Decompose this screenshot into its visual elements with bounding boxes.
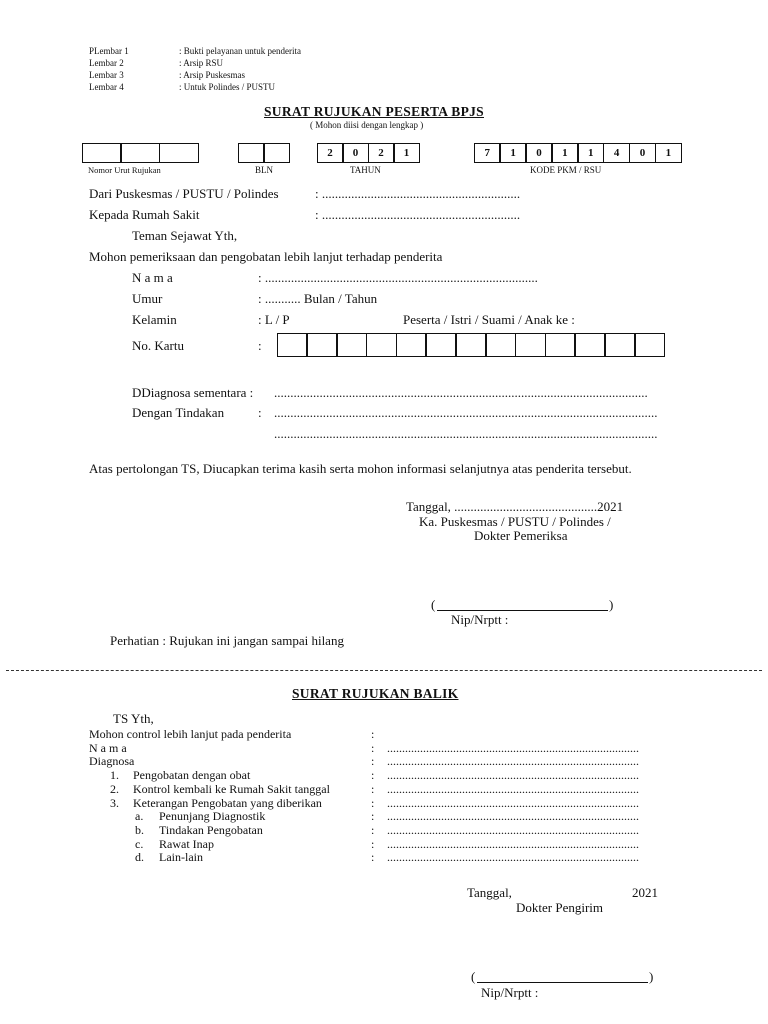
mohon-text: Mohon pemeriksaan dan pengobatan lebih lanjut terhadap penderita	[89, 249, 443, 264]
tahun-digit-box[interactable]: 1	[393, 143, 420, 163]
lembar-desc: : Bukti pelayanan untuk penderita	[179, 46, 301, 56]
nama-label: N a m a	[132, 270, 173, 285]
balik-row-field[interactable]: ....................................................................................	[387, 781, 639, 796]
balik-row-colon: :	[371, 795, 375, 810]
tahun-digit-box[interactable]: 2	[368, 143, 395, 163]
signature-line[interactable]	[437, 610, 608, 611]
nama-field[interactable]: : ....................................................................................	[258, 270, 538, 285]
balik-row-number: c.	[135, 836, 144, 851]
lembar-label: Lembar 2	[89, 58, 124, 68]
balik-row-label: N a m a	[89, 740, 127, 755]
kartu-box[interactable]	[277, 333, 308, 357]
kartu-label: No. Kartu	[132, 338, 184, 353]
kode-pkm-label: KODE PKM / RSU	[530, 165, 602, 175]
kode-digit-box[interactable]: 1	[551, 143, 578, 163]
balik-row-field[interactable]: ....................................................................................	[387, 754, 639, 769]
balik-signature-line[interactable]	[477, 982, 648, 983]
balik-row-field[interactable]: ....................................................................................	[387, 795, 639, 810]
no-kartu-boxes[interactable]	[278, 333, 665, 357]
balik-row-colon: :	[371, 727, 375, 741]
balik-signature-close: )	[649, 969, 654, 984]
nomor-box[interactable]	[159, 143, 199, 163]
tahun-label: TAHUN	[350, 165, 381, 175]
kode-pkm-boxes[interactable]	[475, 143, 682, 163]
kartu-box[interactable]	[515, 333, 546, 357]
kode-digit-box[interactable]: 1	[655, 143, 682, 163]
diagnosa-label: DDiagnosa sementara :	[132, 385, 254, 400]
balik-signature-open: (	[471, 969, 476, 984]
balik-title: SURAT RUJUKAN BALIK	[292, 686, 459, 701]
kartu-box[interactable]	[306, 333, 337, 357]
kode-digit-box[interactable]: 4	[603, 143, 630, 163]
lembar-label: Lembar 4	[89, 82, 124, 92]
signature-close: )	[609, 597, 614, 612]
balik-row-number: 1.	[110, 768, 119, 783]
dokter-pemeriksa-text: Dokter Pemeriksa	[474, 528, 568, 543]
kartu-box[interactable]	[485, 333, 516, 357]
balik-row-colon: :	[371, 809, 375, 824]
diagnosa-field[interactable]: ...................................................................................................................	[274, 385, 648, 400]
balik-row-field[interactable]: ....................................................................................	[387, 822, 639, 837]
kode-digit-box[interactable]: 7	[474, 143, 501, 163]
tanggal-field[interactable]: Tanggal, ............................................2021	[406, 499, 624, 514]
balik-row-number: b.	[135, 822, 144, 837]
kode-digit-box[interactable]: 0	[525, 143, 552, 163]
balik-row-label: Kontrol kembali ke Rumah Sakit tanggal	[133, 781, 330, 796]
kartu-box[interactable]	[425, 333, 456, 357]
kepada-label: Kepada Rumah Sakit	[89, 207, 200, 222]
balik-row-field[interactable]: ....................................................................................	[387, 836, 639, 851]
tindakan-label: Dengan Tindakan	[132, 405, 225, 420]
ka-puskesmas-text: Ka. Puskesmas / PUSTU / Polindes /	[419, 514, 611, 529]
balik-row-number: 2.	[110, 781, 119, 796]
lembar-desc: : Arsip RSU	[179, 58, 224, 68]
balik-row-colon: :	[371, 754, 375, 769]
tahun-boxes[interactable]	[318, 143, 420, 163]
kartu-box[interactable]	[604, 333, 635, 357]
umur-field[interactable]: : ........... Bulan / Tahun	[258, 291, 378, 306]
tindakan-field[interactable]: ......................................................................................................................	[274, 405, 658, 420]
balik-row-colon: :	[371, 768, 375, 783]
lembar-desc: : Arsip Puskesmas	[179, 70, 246, 80]
kepada-field[interactable]: : .............................................................	[315, 207, 521, 222]
tahun-digit-box[interactable]: 2	[317, 143, 344, 163]
balik-row-field[interactable]: ....................................................................................	[387, 768, 639, 783]
kartu-box[interactable]	[366, 333, 397, 357]
kelamin-field[interactable]: : L / P	[258, 312, 290, 327]
balik-row-label: Diagnosa	[89, 754, 135, 769]
nomor-urut-label: Nomor Urut Rujukan	[88, 165, 161, 175]
kartu-box[interactable]	[634, 333, 665, 357]
balik-row-label: Pengobatan dengan obat	[133, 768, 251, 783]
nomor-box[interactable]	[82, 143, 122, 163]
balik-salam: TS Yth,	[113, 711, 154, 726]
balik-row-label: Rawat Inap	[159, 836, 214, 851]
balik-row-colon: :	[371, 822, 375, 837]
nomor-urut-boxes[interactable]	[83, 143, 199, 163]
tindakan-colon: :	[258, 405, 262, 420]
dokter-pengirim-text: Dokter Pengirim	[516, 900, 604, 915]
dari-label: Dari Puskesmas / PUSTU / Polindes	[89, 186, 279, 201]
kode-digit-box[interactable]: 1	[577, 143, 604, 163]
lembar-label: PLembar 1	[89, 46, 129, 56]
balik-row-colon: :	[371, 740, 375, 755]
bln-label: BLN	[255, 165, 273, 175]
kartu-box[interactable]	[396, 333, 427, 357]
balik-row-number: a.	[135, 809, 144, 824]
cut-line-divider	[6, 670, 762, 671]
nip-label[interactable]: Nip/Nrptt :	[451, 612, 509, 627]
balik-row-field[interactable]: ....................................................................................	[387, 850, 639, 865]
lembar-label: Lembar 3	[89, 70, 124, 80]
balik-nip-label[interactable]: Nip/Nrptt :	[481, 985, 539, 1000]
kode-digit-box[interactable]: 1	[499, 143, 526, 163]
kode-digit-box[interactable]: 0	[629, 143, 656, 163]
peserta-label[interactable]: Peserta / Istri / Suami / Anak ke :	[403, 312, 575, 327]
kartu-box[interactable]	[455, 333, 486, 357]
balik-tahun: 2021	[632, 885, 658, 900]
balik-row-label: Lain-lain	[159, 850, 203, 865]
balik-row-colon: :	[371, 850, 375, 865]
lembar-desc: : Untuk Polindes / PUSTU	[179, 82, 276, 92]
balik-row-number: d.	[135, 850, 144, 865]
kartu-box[interactable]	[545, 333, 576, 357]
balik-row-label: Mohon control lebih lanjut pada penderita	[89, 727, 292, 741]
tindakan-field-2[interactable]: ......................................................................................................................	[274, 426, 658, 441]
bln-box[interactable]	[263, 143, 290, 163]
kartu-colon: :	[258, 338, 262, 353]
page-subtitle: ( Mohon diisi dengan lengkap )	[310, 120, 424, 130]
balik-row-field[interactable]: ....................................................................................	[387, 809, 639, 824]
kartu-box[interactable]	[336, 333, 367, 357]
bln-box[interactable]	[238, 143, 265, 163]
signature-open: (	[431, 597, 436, 612]
nomor-box[interactable]	[120, 143, 160, 163]
balik-tanggal-label[interactable]: Tanggal,	[467, 885, 512, 900]
kelamin-label: Kelamin	[132, 312, 177, 327]
balik-row-field[interactable]: ....................................................................................	[387, 740, 639, 755]
kartu-box[interactable]	[574, 333, 605, 357]
dari-field[interactable]: : .............................................................	[315, 186, 521, 201]
balik-row-label: Penunjang Diagnostik	[159, 809, 266, 824]
bln-boxes[interactable]	[239, 143, 290, 163]
perhatian-text: Perhatian : Rujukan ini jangan sampai hilang	[110, 633, 344, 648]
tahun-digit-box[interactable]: 0	[342, 143, 369, 163]
penutup-text: Atas pertolongan TS, Diucapkan terima kasih serta mohon informasi selanjutnya atas penderita tersebut.	[89, 461, 632, 476]
balik-row-label: Keterangan Pengobatan yang diberikan	[133, 795, 322, 810]
salam-text: Teman Sejawat Yth,	[132, 228, 238, 243]
balik-row-number: 3.	[110, 795, 119, 810]
balik-row-label: Tindakan Pengobatan	[159, 822, 263, 837]
page-title: SURAT RUJUKAN PESERTA BPJS	[264, 104, 484, 119]
balik-row-colon: :	[371, 781, 375, 796]
balik-row-colon: :	[371, 836, 375, 851]
umur-label: Umur	[132, 291, 163, 306]
